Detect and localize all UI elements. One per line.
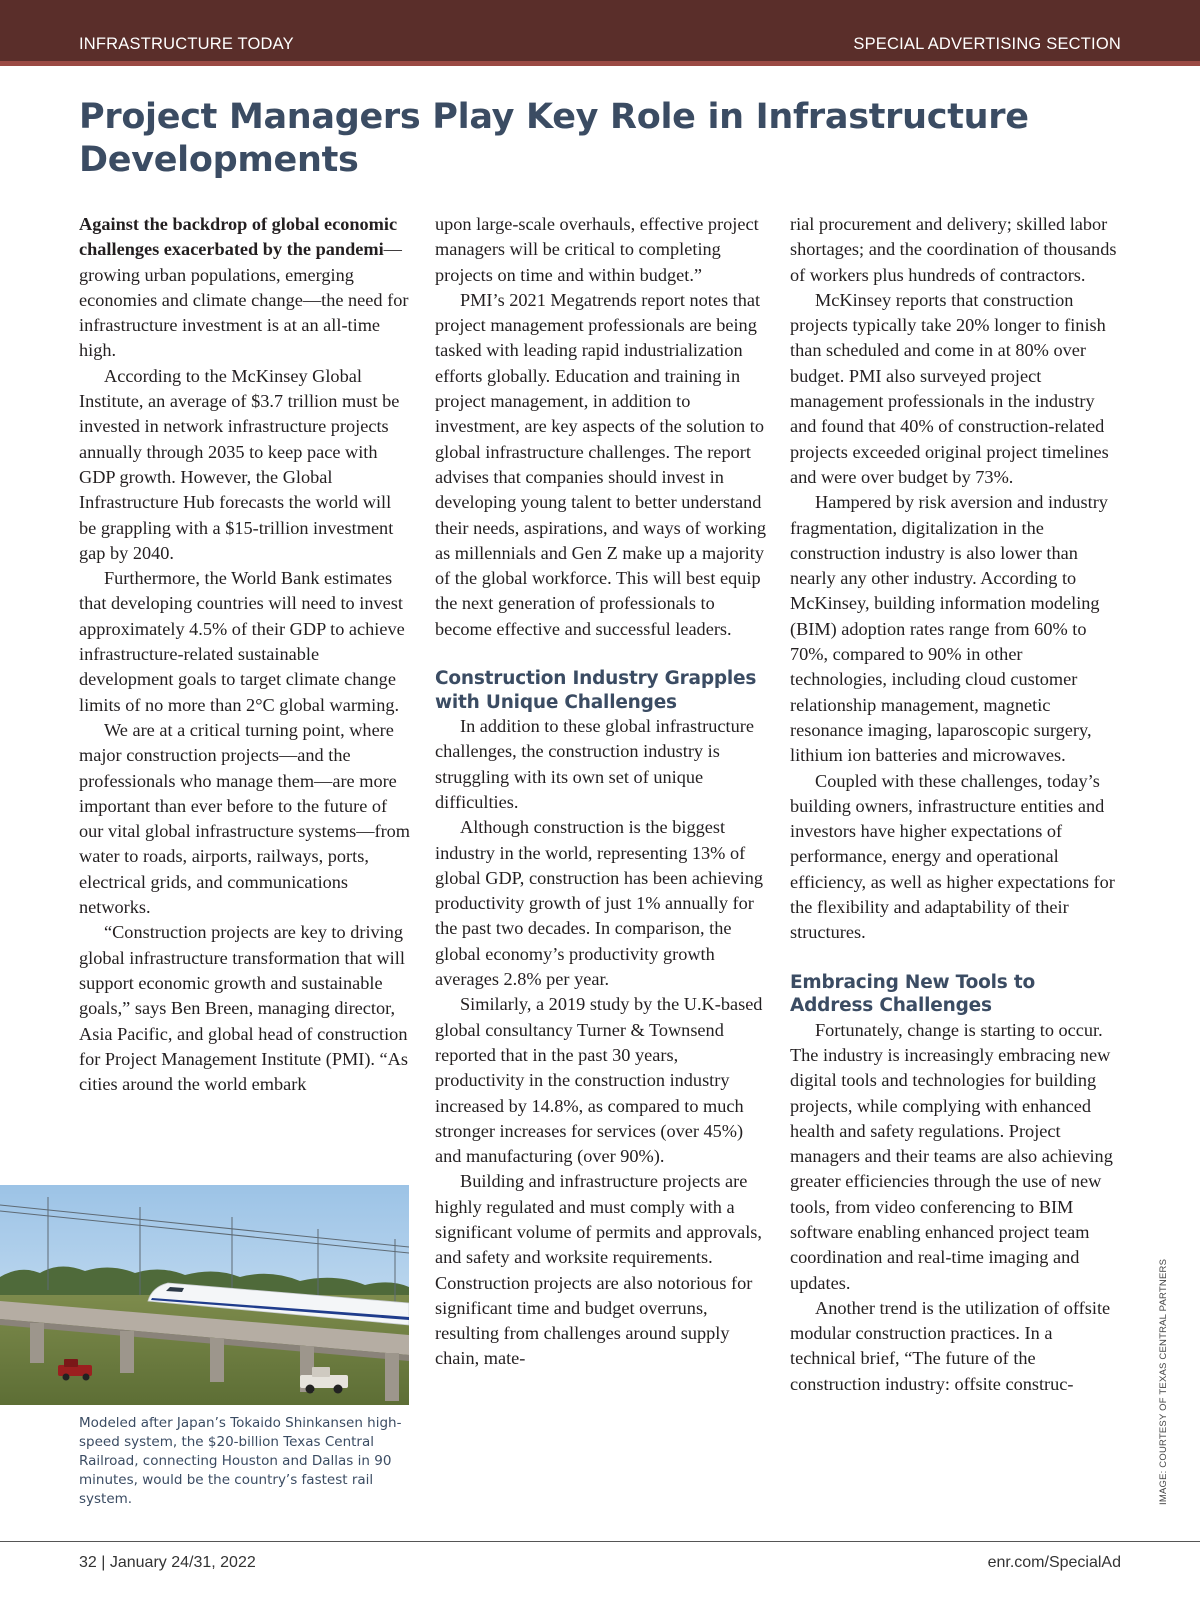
body-paragraph: “Construction projects are key to driving global infrastructure transformation that will support economic growth and sustainable goals,” says Ben Breen, managing director, Asia Pacific, and global head of construction for Project Management Institute (PMI). “As cities around the world embark: [79, 922, 408, 1095]
image-credit: IMAGE: COURTESY OF TEXAS CENTRAL PARTNERS: [1158, 1258, 1169, 1505]
header-bar: [0, 0, 1200, 66]
body-paragraph: Fortunately, change is starting to occur. The industry is increasingly embracing new digital tools and technologies for building projects, while complying with enhanced health and safety regulations. Project managers and their teams are also achieving greater efficiencies through the use of new tools, from video conferencing to BIM software enabling enhanced project team coordination and real-time imaging and updates.: [790, 1019, 1113, 1293]
lead-rest: —growing urban populations, emerging economies and climate change—the need for infrastructure investment is at an all-time high.: [79, 239, 409, 361]
lead-in: Against the backdrop of global economic challenges exacerbated by the pandemi: [79, 214, 398, 260]
footer-rule: [0, 1541, 1200, 1542]
body-paragraph: In addition to these global infrastructure challenges, the construction industry is struggling with its own set of unique difficulties.: [435, 716, 754, 812]
continued-paragraph: upon large-scale overhauls, effective project managers will be critical to completing projects on time and within budget.”: [435, 214, 759, 285]
publication-name: INFRASTRUCTURE TODAY: [79, 35, 294, 53]
footer-separator: |: [101, 1554, 106, 1571]
footer-left: [79, 1554, 256, 1572]
column-3: [790, 212, 1120, 1397]
body-paragraph: According to the McKinsey Global Institute, an average of $3.7 trillion must be invested in network infrastructure projects annually through 2035 to keep pace with GDP growth. However, the Global Infrastructure Hub forecasts the world will be grappling with a $15-trillion investment gap by 2040.: [79, 365, 400, 563]
body-paragraph: Although construction is the biggest industry in the world, representing 13% of global GDP, construction has been achieving productivity growth of just 1% annually for the past two decades. In comparison, the global economy’s productivity growth averages 2.8% per year.: [435, 817, 763, 990]
body-paragraph: Similarly, a 2019 study by the U.K-based global consultancy Turner & Townsend reported that in the past 30 years, productivity in the construction industry increased by 14.8%, as compared to much stronger increases for services (over 45%) and manufacturing (over 90%).: [435, 994, 763, 1167]
column-1: [79, 212, 412, 1097]
article-title: Project Managers Play Key Role in Infrastructure Developments: [79, 97, 1029, 180]
subheading-new-tools: Embracing New Tools to Address Challenges: [790, 971, 1036, 1017]
photo-caption: Modeled after Japan’s Tokaido Shinkansen high-speed system, the $20-billion Texas Central Railroad, connecting Houston and Dallas in 90 minutes, would be the country’s fastest rail system.: [79, 1415, 402, 1507]
body-paragraph: Furthermore, the World Bank estimates that developing countries will need to invest approximately 4.5% of their GDP to achieve infrastructure-related sustainable development goals to target climate change limits of no more than 2°C global warming.: [79, 568, 405, 715]
body-paragraph: Coupled with these challenges, today’s building owners, infrastructure entities and investors have higher expectations of performance, energy and operational efficiency, as well as higher expectations for the flexibility and adaptability of their structures.: [790, 770, 1115, 943]
body-paragraph: Building and infrastructure projects are highly regulated and must comply with a significant volume of permits and approvals, and safety and worksite requirements. Construction projects are also notorious for significant time and budget overruns, resulting from challenges around supply chain, mate-: [435, 1171, 762, 1369]
issue-date: January 24/31, 2022: [109, 1554, 256, 1571]
body-paragraph: Another trend is the utilization of offsite modular construction practices. In a technical brief, “The future of the construction industry: offsite construc-: [790, 1297, 1111, 1394]
column-2: [435, 212, 770, 1372]
page-number: 32: [79, 1554, 97, 1571]
continued-paragraph: rial procurement and delivery; skilled labor shortages; and the coordination of thousands of workers plus hundreds of contractors.: [790, 214, 1117, 285]
lead-paragraph: [79, 212, 412, 364]
footer-url: enr.com/SpecialAd: [987, 1554, 1121, 1571]
body-paragraph: Hampered by risk aversion and industry fragmentation, digitalization in the construction industry is also lower than nearly any other industry. According to McKinsey, building information modeling (BIM) adoption rates range from 60% to 70%, compared to 90% in other technologies, including cloud customer relationship management, magnetic resonance imaging, laparoscopic surgery, lithium ion batteries and microwaves.: [790, 492, 1108, 766]
subheading-construction-challenges: Construction Industry Grapples with Unique Challenges: [435, 668, 757, 713]
body-paragraph: We are at a critical turning point, where major construction projects—and the professionals who manage them—are more important than ever before to the future of our vital global infrastructure systems—from water to roads, airports, railways, ports, electrical grids, and communications networks.: [79, 719, 411, 918]
body-paragraph: McKinsey reports that construction projects typically take 20% longer to finish than scheduled and come in at 80% over budget. PMI also surveyed project management professionals in the industry and found that 40% of construction-related projects exceeded original project timelines and were over budget by 73%.: [790, 289, 1109, 487]
high-speed-train-photo: [0, 1185, 409, 1405]
section-label: SPECIAL ADVERTISING SECTION: [853, 35, 1121, 53]
body-paragraph: PMI’s 2021 Megatrends report notes that project management professionals are being tasked with leading rapid industrialization efforts globally. Education and training in project management, in addition to investment, are key aspects of the solution to global infrastructure challenges. The report advises that companies should invest in developing young talent to better understand their needs, aspirations, and ways of working as millennials and Gen Z make up a majority of the global workforce. This will best equip the next generation of professionals to become effective and successful leaders.: [435, 289, 767, 639]
